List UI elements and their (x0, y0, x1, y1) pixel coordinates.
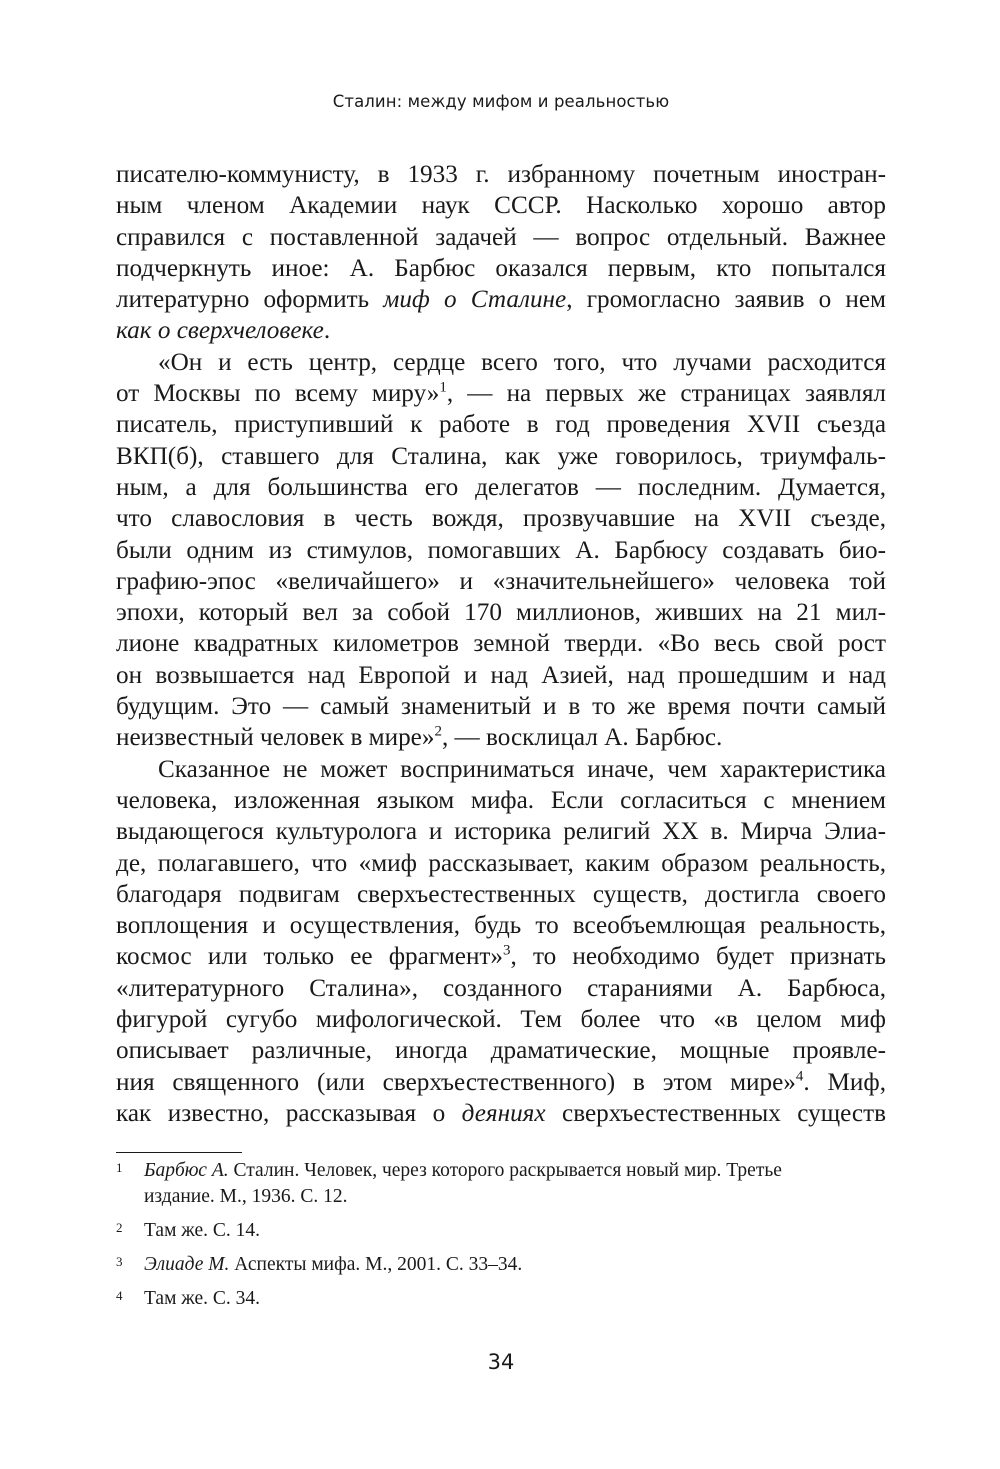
footnote-item (116, 1218, 886, 1244)
text-line (116, 566, 886, 597)
text-run: , — восклицал А. Барбюс. (441, 724, 723, 752)
footnote-item (116, 1252, 886, 1278)
text-run: ным, а для большинства его делегатов — последним. Думается, (116, 473, 886, 501)
footnote-reference: 4 (795, 1068, 804, 1085)
text-run: , — на первых же страницах заявлял (446, 380, 886, 408)
running-head: Сталин: между мифом и реальностью (332, 92, 670, 111)
text-line (116, 190, 886, 221)
text-run: Сталин. Человек, через которого раскрывается новый мир. Третье (228, 1160, 782, 1181)
text-run: Там же. С. 34. (144, 1288, 261, 1309)
footnote-number: 3 (116, 1254, 123, 1269)
footnote-item (116, 1158, 886, 1210)
text-run: благодаря подвигам сверхъестественных существ, достигла своего (116, 880, 886, 908)
text-line (116, 222, 886, 253)
page-number: 34 (487, 1350, 515, 1374)
footnote-line (144, 1218, 886, 1244)
text-run: он возвышается над Европой и над Азией, над прошедшим и над (116, 661, 886, 689)
text-line (116, 628, 886, 659)
text-line (116, 347, 886, 378)
text-run: человека, изложенная языком мифа. Если согласиться с мнением (116, 786, 886, 814)
text-line (116, 1098, 886, 1129)
text-line (116, 253, 886, 284)
text-run: от Москвы по всему миру» (116, 380, 440, 408)
italic-text: миф о Сталине (383, 286, 567, 314)
text-run: были одним из стимулов, помогавших А. Барбюсу создавать био- (116, 536, 886, 564)
text-run: , то необходимо будет признать (510, 943, 887, 971)
text-line (116, 409, 886, 440)
text-run: как известно, рассказывая о (116, 1099, 462, 1127)
text-line (116, 848, 886, 879)
text-run: «литературного Сталина», созданного стараниями А. Барбюса, (116, 974, 886, 1002)
footnote-line (144, 1158, 886, 1184)
footnotes (116, 1158, 886, 1320)
body-text (116, 159, 886, 1129)
text-line (116, 973, 886, 1004)
text-run: писателю-коммунисту, в 1933 г. избранному почетным иностран- (116, 161, 886, 188)
text-run: ным членом Академии наук СССР. Насколько хорошо автор (116, 192, 886, 220)
text-line (116, 785, 886, 816)
text-run: Там же. С. 14. (144, 1220, 261, 1241)
italic-text: как о сверхчеловеке (116, 317, 324, 345)
text-run: описывает различные, иногда драматические, мощные проявле- (116, 1037, 886, 1065)
text-run: ВКП(б), ставшего для Сталина, как уже говорилось, триумфаль- (116, 442, 886, 470)
text-run: что славословия в честь вождя, прозвучавшие на XVII съезде, (116, 505, 886, 533)
text-line (116, 441, 886, 472)
text-line (116, 816, 886, 847)
text-run: . (323, 317, 331, 345)
footnote-line (144, 1286, 886, 1312)
text-run: выдающегося культуролога и историка религий XX в. Мирча Элиа- (116, 818, 886, 846)
footnote-reference: 1 (439, 379, 447, 396)
text-line (116, 159, 886, 190)
text-line (116, 754, 886, 785)
text-line (116, 941, 886, 972)
footnote-number: 4 (116, 1288, 123, 1303)
text-line (116, 284, 886, 315)
text-run: неизвестный человек в мире» (116, 724, 435, 752)
text-run: ния священного (или сверхъестественного) в этом мире» (116, 1068, 796, 1096)
text-line (116, 597, 886, 628)
text-run: сверхъестественных существ (545, 1099, 886, 1127)
text-line (116, 660, 886, 691)
text-line (116, 1067, 886, 1098)
text-run: издание. М., 1936. С. 12. (144, 1186, 348, 1207)
text-run: де, полагавшего, что «миф рассказывает, каким образом реальность, (116, 849, 886, 877)
text-run: , громогласно заявив о нем (566, 286, 886, 314)
text-run: космос или только ее фрагмент» (116, 943, 504, 971)
text-line (116, 691, 886, 722)
footnote-number: 2 (116, 1220, 123, 1235)
book-page (116, 0, 886, 1469)
italic-text: Барбюс А. (144, 1160, 229, 1181)
italic-text: Элиаде М. (144, 1254, 230, 1275)
text-run: фигурой сугубо мифологической. Тем более что «в целом миф (116, 1006, 886, 1034)
text-run: графию-эпос «величайшего» и «значительнейшего» человека той (116, 567, 886, 595)
footnote-number: 1 (116, 1160, 123, 1175)
text-line (116, 722, 886, 753)
text-line (116, 378, 886, 409)
footnote-divider (116, 1152, 242, 1153)
italic-text: деяниях (461, 1099, 546, 1127)
text-line (116, 535, 886, 566)
text-run: эпохи, который вел за собой 170 миллионов, живших на 21 мил- (116, 599, 886, 627)
text-run: «Он и есть центр, сердце всего того, что лучами расходится (158, 348, 886, 376)
footnote-line (144, 1184, 886, 1210)
text-line (116, 1035, 886, 1066)
footnote-reference: 2 (434, 723, 442, 740)
text-run: подчеркнуть иное: А. Барбюс оказался первым, кто попытался (116, 254, 886, 282)
text-line (116, 910, 886, 941)
text-run: Аспекты мифа. М., 2001. С. 33–34. (229, 1254, 523, 1275)
text-run: писатель, приступивший к работе в год проведения XVII съезда (116, 411, 886, 439)
text-run: справился с поставленной задачей — вопрос отдельный. Важнее (116, 223, 886, 251)
text-line (116, 315, 886, 346)
text-run: будущим. Это — самый знаменитый и в то же время почти самый (116, 693, 886, 721)
footnote-reference: 3 (503, 943, 511, 960)
footnote-line (144, 1252, 886, 1278)
text-line (116, 879, 886, 910)
text-run: Сказанное не может восприниматься иначе, чем характеристика (158, 755, 886, 783)
text-run: воплощения и осуществления, будь то всеобъемлющая реальность, (116, 912, 886, 940)
text-run: . Миф, (803, 1068, 886, 1096)
text-line (116, 472, 886, 503)
text-run: литературно оформить (116, 286, 384, 314)
text-run: лионе квадратных километров земной тверди. «Во весь свой рост (116, 630, 886, 658)
footnote-item (116, 1286, 886, 1312)
text-line (116, 1004, 886, 1035)
text-line (116, 503, 886, 534)
